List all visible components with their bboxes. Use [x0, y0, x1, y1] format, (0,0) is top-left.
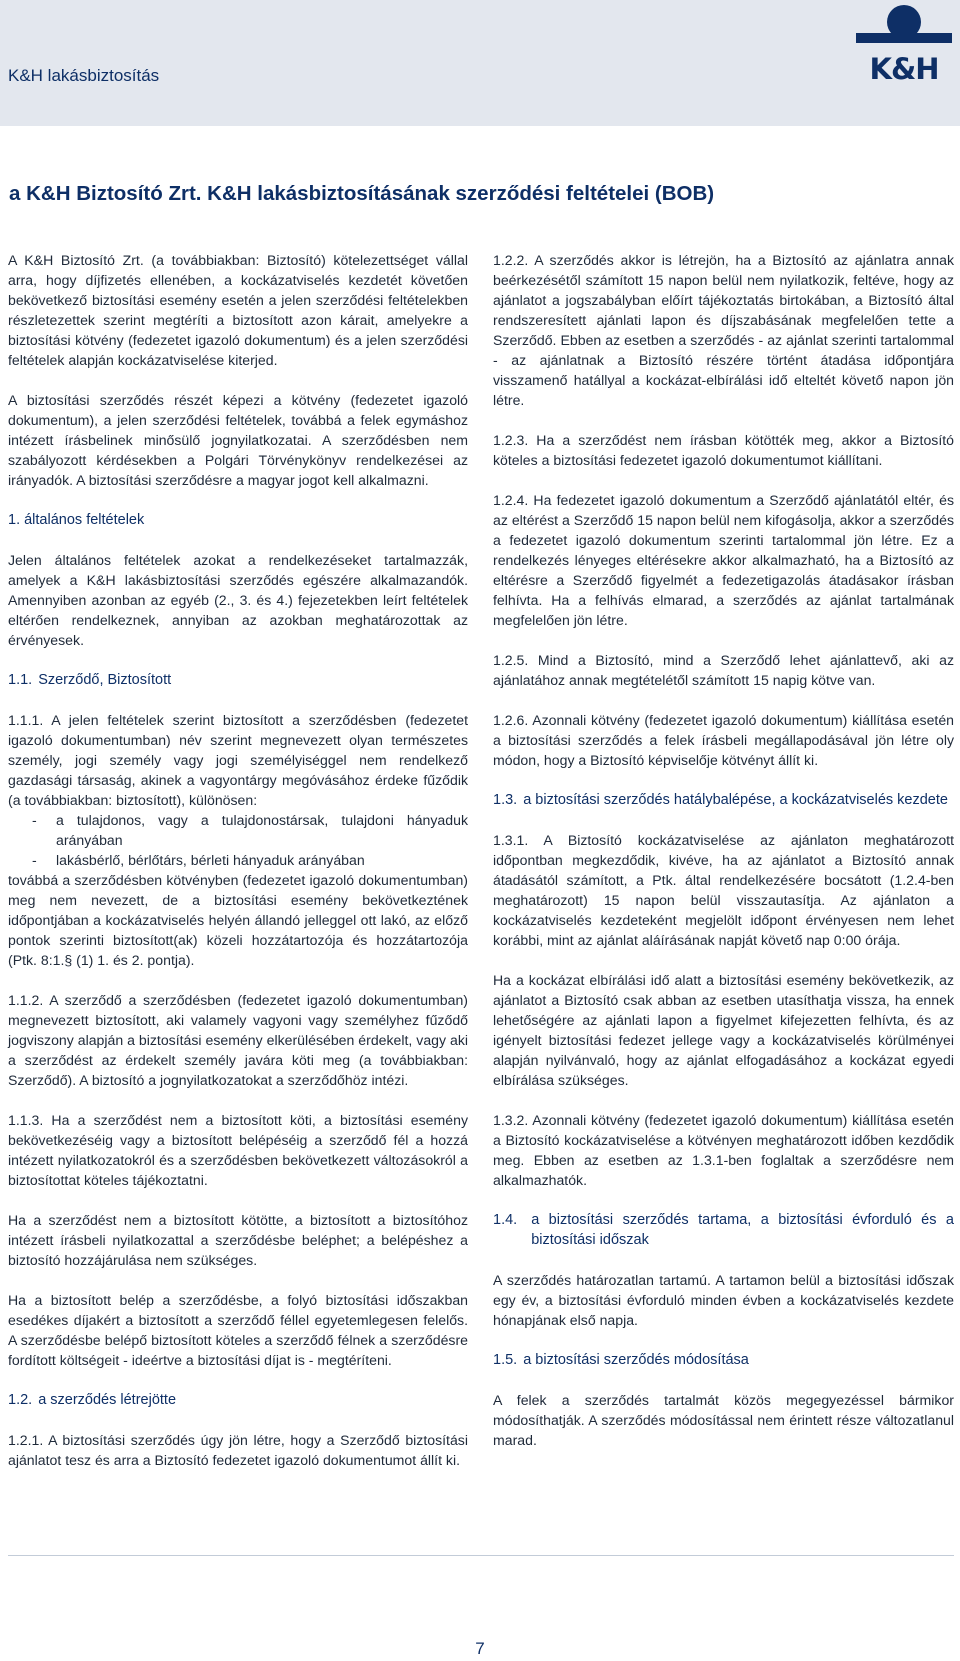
right-column: [493, 250, 954, 1470]
section-title: Szerződő, Biztosított: [38, 672, 172, 688]
kh-logo: [848, 2, 960, 86]
paragraph-1-2-6: 1.2.6. Azonnali kötvény (fedezetet igazoló dokumentum) kiállítása esetén a biztosítási szerződés a felek írásbeli megállapodásával jön létre oly módon, hogy a Biztosító képviselője kötvényt állít ki.: [493, 712, 954, 768]
section-1-2-heading: [8, 1390, 468, 1410]
paragraph-1-2-1: 1.2.1. A biztosítási szerződés úgy jön létre, hogy a Szerződő biztosítási ajánlatot tesz és arra a Biztosító fedezetet igazoló dokumentumot állít ki.: [8, 1432, 468, 1468]
dash-list-item: [8, 810, 468, 850]
section-title: a biztosítási szerződés módosítása: [523, 1352, 749, 1368]
section-1-3-heading: [493, 790, 954, 810]
paragraph-entry: Ha a szerződést nem a biztosított kötötte, a biztosított a biztosítóhoz intézett írásbeli nyilatkozattal a szerződésbe beléphet; a belépéshez a biztosító hozzájárulása nem szükséges.: [8, 1212, 468, 1268]
paragraph-1-1-1-continued: továbbá a szerződésben kötvényben (fedezetet igazoló dokumentumban) meg nem nevezett, de a biztosítási esemény bekövetkeztének időpontjában a kockázatviselés helyén állandó jelleggel ott lakó, az előző pontok szerinti biztosított(ak) közeli hozzátartozója és hozzátartozója (Ptk. 8:1.§ (1) 1. és 2. pontja).: [8, 872, 468, 968]
dash-list-item: [8, 850, 468, 870]
logo-text: K&H: [869, 52, 939, 86]
paragraph-liability: Ha a biztosított belép a szerződésbe, a folyó biztosítási időszakban esedékes díjakért a biztosított a szerződő féllel egyetemlegesen felelős. A szerződésbe belépő biztosított köteles a szerződő félnek a szerződésre fordított költségeit - ideértve a biztosítási díjat is - megtéríteni.: [8, 1292, 468, 1368]
section-number: 1.2.: [8, 1392, 33, 1408]
section-number: 1.5.: [493, 1352, 518, 1368]
dash-marker: -: [32, 812, 37, 828]
paragraph-1-2-4: 1.2.4. Ha fedezetet igazoló dokumentum a Szerződő ajánlatától eltér, és az eltérést a Szerződő 15 napon belül nem kifogásolja, akkor a szerződés a fedezetet igazoló dokumentum szerinti tartalommal jön létre. Ez a rendelkezés lényeges eltérésekre akkor alkalmazható, ha a Biztosító az eltérésre a Szerződő figyelmét a fedezetigazolás átadásakor írásban felhívta. Ha a felhívás elmarad, a szerződés az ajánlat tartalmának megfelelően jön létre.: [493, 492, 954, 628]
dash-marker: -: [32, 852, 37, 868]
section-number: 1.4.: [493, 1212, 518, 1228]
section-1-1-heading: [8, 670, 468, 690]
intro-paragraph: A K&H Biztosító Zrt. (a továbbiakban: Biztosító) kötelezettséget vállal arra, hogy díjfizetés ellenében, a kockázatviselés kezdetét követően bekövetkező biztosítási esemény esetén a jelen szerződési feltételekben részletezettek szerint megtéríti a biztosított azon kárait, amelyekre a biztosítási kötvény (fedezetet igazoló dokumentum) és a jelen szerződési feltételek alapján kockázatviselése kiterjed.: [8, 252, 468, 368]
page-header: [0, 0, 960, 126]
section-title: a szerződés létrejötte: [38, 1392, 177, 1408]
paragraph-1-3-1: 1.3.1. A Biztosító kockázatviselése az ajánlaton meghatározott időpontban megkezdődik, kivéve, ha az ajánlatot a Biztosító annak átadásától számított, a Ptk. által rendelkezésére bocsátott (1.2.4-ben meghatározott) 15 napon belül visszautasítja. Az ajánlaton a kockázatviselés kezdeteként megjelölt időpont érvényesen nem lehet korábbi, mint az ajánlat aláírásának napját követő nap 0:00 órája.: [493, 832, 954, 948]
paragraph-1-5: A felek a szerződés tartalmát közös megegyezéssel bármikor módosíthatják. A szerződés módosítással nem érintett része változatlanul marad.: [493, 1392, 954, 1448]
section-title: a biztosítási szerződés hatálybalépése, a kockázatviselés kezdete: [523, 792, 948, 808]
paragraph-1-1-3: 1.1.3. Ha a szerződést nem a biztosított köti, a biztosítási esemény bekövetkezéséig vagy a biztosított belépéséig a szerződő fél a hozzá intézett nyilatkozatokról és a szerződésben bekövetkezett változásokról a biztosítottat köteles tájékoztatni.: [8, 1112, 468, 1188]
paragraph-risk-assessment: Ha a kockázat elbírálási idő alatt a biztosítási esemény bekövetkezik, az ajánlatot a Biztosító csak abban az esetben utasíthatja vissza, ha ennek lehetőségére az ajánlati lapon a figyelmet kifejezetten felhívta, és az igényelt biztosítási fedezet jellege vagy a kockázatviselés körülményei alapján nyilvánvaló, hogy az ajánlat elfogadásához a kockázat egyedi elbírálása szükséges.: [493, 972, 954, 1088]
left-column: [8, 250, 468, 1490]
paragraph-1-2-5: 1.2.5. Mind a Biztosító, mind a Szerződő lehet ajánlattevő, aki az ajánlatához annak megtételétől számított 15 napig kötve van.: [493, 652, 954, 688]
section-1-5-heading: [493, 1350, 954, 1370]
section-1-4-heading: [493, 1210, 954, 1250]
section-1-heading: 1. általános feltételek: [8, 512, 145, 528]
section-title: a biztosítási szerződés tartama, a biztosítási évforduló és a biztosítási időszak: [531, 1212, 954, 1248]
paragraph-1-4: A szerződés határozatlan tartamú. A tartamon belül a biztosítási időszak egy év, a biztosítási évforduló minden évben a kockázatviselés kezdete hónapjának első napja.: [493, 1272, 954, 1328]
page-number: 7: [475, 1639, 485, 1658]
section-number: 1.3.: [493, 792, 518, 808]
paragraph-1-2-3: 1.2.3. Ha a szerződést nem írásban kötötték meg, akkor a Biztosító köteles a biztosítási fedezetet igazoló dokumentumot kiállítani.: [493, 432, 954, 468]
footer-divider: [8, 1555, 954, 1556]
dash-text: a tulajdonos, vagy a tulajdonostársak, tulajdoni hányaduk arányában: [56, 812, 468, 848]
section-1-paragraph: Jelen általános feltételek azokat a rendelkezéseket tartalmazzák, amelyek a K&H lakásbiztosítási szerződés egészére alkalmazandók. Amennyiben azonban az egyéb (2., 3. és 4.) fejezetekben leírt feltételek eltérően rendelkeznek, annyiban az azokban meghatározottak az érvényesek.: [8, 552, 468, 648]
contract-parts-paragraph: A biztosítási szerződés részét képezi a kötvény (fedezetet igazoló dokumentum), a jelen szerződési feltételek, továbbá a felek egymáshoz intézett írásbelinek minősülő jognyilatkozatai. A szerződésben nem szabályozott kérdésekben a Polgári Törvénykönyv rendelkezései az irányadók. A biztosítási szerződésre a magyar jogot kell alkalmazni.: [8, 392, 468, 488]
paragraph-1-1-1: 1.1.1. A jelen feltételek szerint biztosított a szerződésben (fedezetet igazoló dokumentumban) név szerint megnevezett olyan természetes személy, jogi személy vagy jogi személyiséggel nem rendelkező gazdasági társaság, akinek a vagyontárgy megóvásához érdeke fűződik (a továbbiakban: biztosított), különösen:: [8, 712, 468, 808]
paragraph-1-1-2: 1.1.2. A szerződő a szerződésben (fedezetet igazoló dokumentumban) megnevezett biztosított, aki valamely vagyoni vagy személyhez fűződő jogviszony alapján a biztosítási esemény elkerülésében érdekelt, vagy aki a szerződést az érdekelt személy javára köti meg (a továbbiakban: Szerződő). A biztosító a jognyilatkozatokat a szerződőhöz intézi.: [8, 992, 468, 1088]
section-number: 1.1.: [8, 672, 33, 688]
dash-text: lakásbérlő, bérlőtárs, bérleti hányaduk arányában: [56, 852, 365, 868]
document-title: a K&H Biztosító Zrt. K&H lakásbiztosításának szerződési feltételei (BOB): [9, 182, 715, 205]
paragraph-1-3-2: 1.3.2. Azonnali kötvény (fedezetet igazoló dokumentum) kiállítása esetén a Biztosító kockázatviselése a kötvényen meghatározott időben kezdődik meg. Ebben az esetben az 1.3.1-ben foglaltak a szerződésre nem alkalmazhatók.: [493, 1112, 954, 1188]
header-title: K&H lakásbiztosítás: [8, 66, 160, 85]
paragraph-1-2-2: 1.2.2. A szerződés akkor is létrejön, ha a Biztosító az ajánlatra annak beérkezésétől számított 15 napon belül nem nyilatkozik, feltéve, hogy az ajánlatot a jogszabályban előírt tájékoztatás birtokában, a Biztosító által rendszeresített ajánlati lapon és díjszabásának megfelelően tette a Szerződő. Ebben az esetben a szerződés - az ajánlat szerinti tartalommal - az ajánlatnak a Biztosító részére történt átadása időpontjára visszamenő hatállyal a kockázat-elbírálási idő elteltét követő napon jön létre.: [493, 252, 954, 408]
